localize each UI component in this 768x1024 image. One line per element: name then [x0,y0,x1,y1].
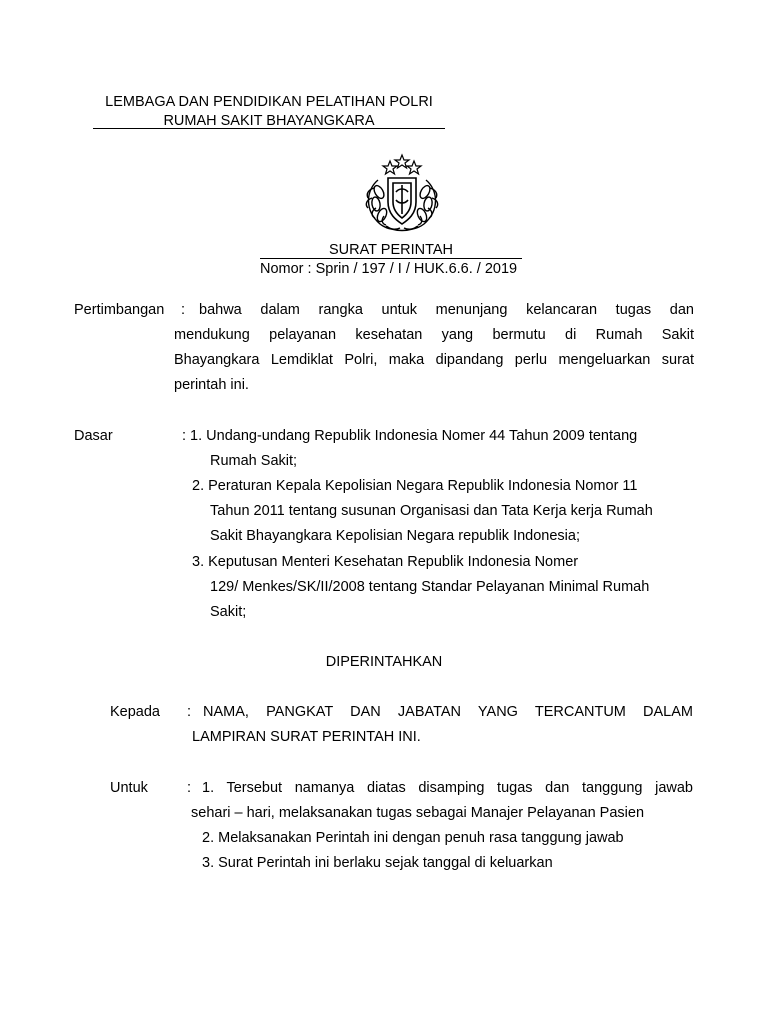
kepada-colon: : [187,704,192,720]
untuk-line-2: sehari – hari, melaksanakan tugas sebagai Manajer Pelayanan Pasien [191,805,645,821]
pertimbangan-text [174,298,694,398]
pertimbangan-line-4: perintah ini. [174,377,249,393]
dasar-item-1: : 1. Undang-undang Republik Indonesia Nomer 44 Tahun 2009 tentang [182,428,638,444]
pertimbangan-colon: : [181,302,186,318]
letterhead-line-1: LEMBAGA DAN PENDIDIKAN PELATIHAN POLRI [105,94,433,110]
pertimbangan-label: Pertimbangan [74,302,165,318]
untuk-line-1: 1. Tersebut namanya diatas disamping tugas dan tanggung jawab [202,780,693,796]
document-number: Nomor : Sprin / 197 / I / HUK.6.6. / 2019 [260,261,518,277]
untuk-text [191,776,693,876]
diperintahkan-heading: DIPERINTAHKAN [325,654,443,670]
letterhead-line-2: RUMAH SAKIT BHAYANGKARA [163,113,375,129]
pertimbangan-line-2: mendukung pelayanan kesehatan yang bermutu di Rumah Sakit [174,327,694,343]
untuk-line-3: 2. Melaksanakan Perintah ini dengan penuh rasa tanggung jawab [202,830,624,846]
kepada-line-2: LAMPIRAN SURAT PERINTAH INI. [192,729,421,745]
untuk-colon: : [187,780,192,796]
pertimbangan-line-1: bahwa dalam rangka untuk menunjang kelancaran tugas dan [199,302,694,318]
kepada-text [192,700,693,750]
untuk-label: Untuk [110,780,148,796]
letterhead-underline [93,128,445,129]
dasar-label: Dasar [74,428,113,444]
dasar-item-3: 3. Keputusan Menteri Kesehatan Republik Indonesia Nomer [192,554,579,570]
dasar-item-3-cont-1: 129/ Menkes/SK/II/2008 tentang Standar Pelayanan Minimal Rumah [210,579,650,595]
dasar-item-2: 2. Peraturan Kepala Kepolisian Negara Republik Indonesia Nomor 11 [192,478,638,494]
police-emblem-icon [346,152,454,234]
dasar-item-1-cont: Rumah Sakit; [210,453,298,469]
letterhead [93,93,445,131]
dasar-item-3-cont-2: Sakit; [210,604,247,620]
document-title: SURAT PERINTAH [328,242,454,258]
untuk-line-4: 3. Surat Perintah ini berlaku sejak tanggal di keluarkan [202,855,553,871]
dasar-item-2-cont-2: Sakit Bhayangkara Kepolisian Negara republik Indonesia; [210,528,580,544]
pertimbangan-line-3: Bhayangkara Lemdiklat Polri, maka dipandang perlu mengeluarkan surat [174,352,694,368]
kepada-label: Kepada [110,704,160,720]
kepada-line-1: NAMA, PANGKAT DAN JABATAN YANG TERCANTUM DALAM [203,704,693,720]
dasar-item-2-cont-1: Tahun 2011 tentang susunan Organisasi dan Tata Kerja kerja Rumah [210,503,653,519]
